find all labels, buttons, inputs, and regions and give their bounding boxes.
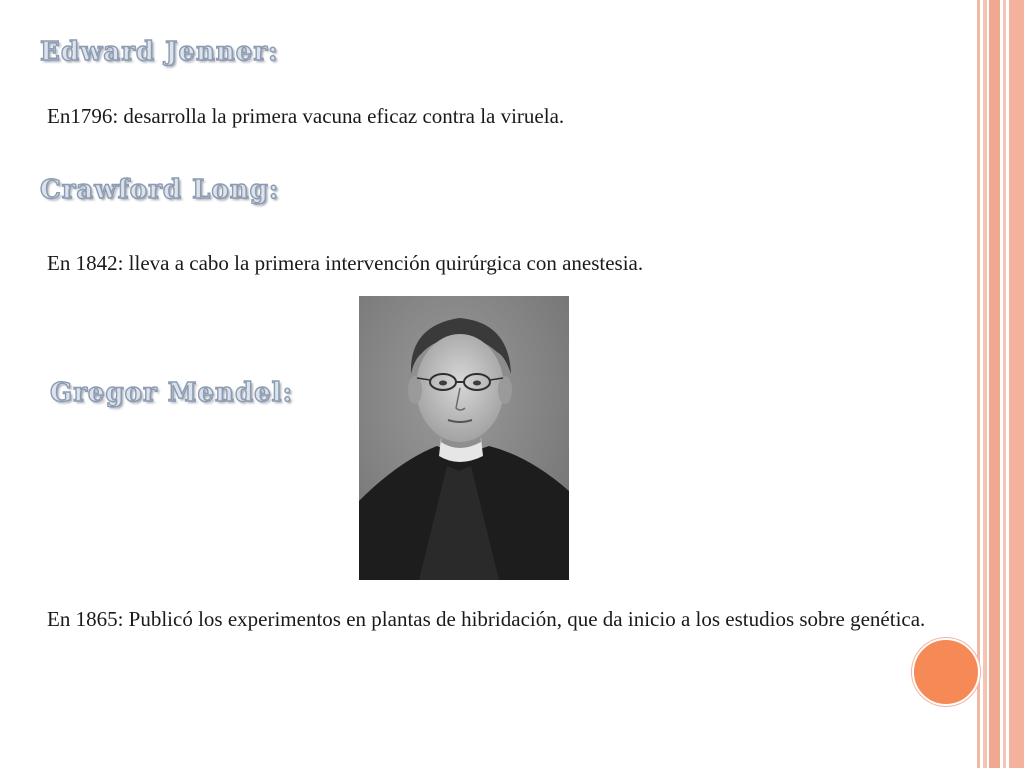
heading-crawford-long: Crawford Long: (40, 175, 280, 205)
text-gregor-mendel: En 1865: Publicó los experimentos en plantas de hibridación, que da inicio a los estudios sobre genética. (47, 607, 926, 631)
decorative-stripe (1003, 0, 1006, 768)
decorative-circle (912, 638, 980, 706)
heading-edward-jenner: Edward Jenner: (40, 37, 279, 67)
decorative-stripe (977, 0, 980, 768)
decorative-stripe (989, 0, 1000, 768)
text-crawford-long: En 1842: lleva a cabo la primera intervención quirúrgica con anestesia. (47, 251, 644, 275)
text-edward-jenner: En1796: desarrolla la primera vacuna eficaz contra la viruela. (47, 104, 565, 128)
portrait-image (359, 296, 569, 580)
decorative-stripe (1009, 0, 1024, 768)
portrait-gregor-mendel (359, 296, 569, 580)
heading-gregor-mendel: Gregor Mendel: (50, 378, 294, 408)
decorative-stripe (983, 0, 987, 768)
